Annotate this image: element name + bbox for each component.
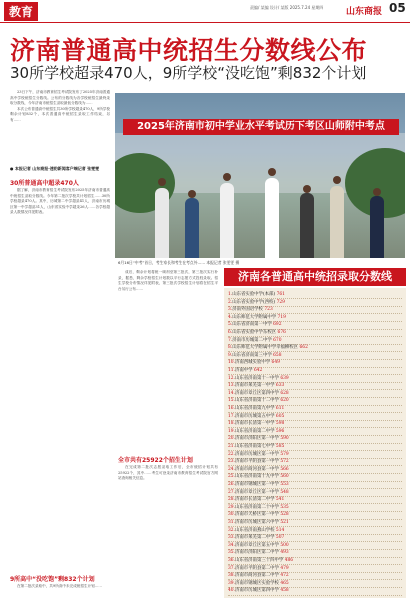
intro-paragraph: 23日下午，济南市教育招生考试院发布了2025年济南普通高中学校统招生分数线。公布的分数线为各学校统招生最终录取分数线，今年济南市统招生录取最低分数线为…… [10,90,110,105]
row-number: 23. [228,459,235,465]
row-number: 34. [228,542,235,548]
row-number: 15. [228,398,235,404]
row-number: 25. [228,474,235,480]
school-name: 济南市平阴县第二中学 [234,565,279,571]
school-score: 670 [273,337,282,343]
article-subheadline: 30所学校超录470人，9所学校“没吃饱”剩832个计划 [10,64,367,82]
school-name: 济南市商河县第二中学 [234,573,279,579]
column-1-tail-paragraph: 在第二批次录取中，共9所高中未完成统招生计划…… [17,584,102,588]
school-score: 590 [280,436,289,442]
column-1-tail [10,584,110,590]
school-name: 济南市章丘区第一中学 [234,489,279,495]
paper-name: 山东商报 [346,7,383,17]
row-number: 11. [228,368,235,373]
row-number: 14. [228,390,235,396]
school-score: 639 [280,375,289,381]
page-number: 05 [389,1,406,15]
school-name: 济南市长清第二中学 [234,497,275,503]
school-name: 山东师范大学附属中学 [232,314,277,320]
row-number: 8. [228,345,233,351]
school-name: 济南市济阳区第一中学 [234,436,279,442]
school-score: 507 [275,535,285,541]
school-score: 560 [280,474,289,480]
article-headline: 济南普通高中统招生分数线公布 [10,36,368,65]
school-score: 633 [275,383,285,389]
row-number: 31. [228,520,235,525]
column-2-text [118,270,218,450]
photo-person-head [373,188,381,196]
photo-person [265,178,279,258]
row-number: 9. [228,352,233,358]
row-number: 13. [228,383,235,389]
photo-person [370,196,384,258]
row-number: 1. [228,292,233,297]
school-score: 719 [277,314,286,320]
score-table-body [224,288,406,598]
photo-person-head [268,168,276,176]
row-number: 4. [228,314,233,320]
section-heading-1: 30所普通高中超录470人 [10,180,79,187]
school-score: 723 [264,307,273,313]
row-number: 12. [228,375,235,381]
photo-person-head [303,185,311,193]
score-table-title: 济南各普通高中统招录取分数线 [224,268,406,286]
intro-paragraph: 本次公布普通高中统招生共30所学校超录470人，9所学校剩余计划832个，本次普通高中统招生录取工作结束，另有…… [10,106,110,122]
school-name: 济南市历城区第六中学 [234,520,279,525]
byline: ● 本报记者 山东商报·速豹新闻客户端记者 张雯雯 [10,166,100,171]
school-score: 596 [275,428,285,434]
school-name: 济南中学 [234,368,253,373]
row-number: 28. [228,497,235,503]
row-number: 16. [228,406,235,411]
school-score: 598 [275,421,285,427]
school-score: 535 [280,504,289,510]
school-name: 济南市莱芜第二中学 [234,535,275,541]
row-number: 36. [228,558,235,563]
school-name: 济南市莱芜第一中学 [234,383,275,389]
row-number: 5. [228,322,233,328]
row-divider [228,595,402,596]
photo-person-head [158,178,166,186]
school-name: 山东省济南第三中学 [232,352,272,358]
school-score: 500 [280,542,289,548]
row-number: 26. [228,482,235,487]
school-name: 济南市平阴县第一中学 [234,459,279,465]
section-label: 教育 [4,2,38,21]
school-score: 620 [280,398,289,404]
row-number: 30. [228,512,235,518]
school-name: 济南外国语学校 [232,307,263,313]
school-name: 济南市历城第二中学 [232,337,272,343]
school-name: 济南市济阳区第二中学 [234,550,279,556]
row-number: 38. [228,573,235,579]
school-name: 山东师范大学附属中学幸福柳校区 [232,345,299,351]
school-name: 山东省实验中学(本部) [232,292,276,297]
school-name: 济南市长清第一中学 [234,421,275,427]
school-score: 605 [275,413,285,419]
school-name: 济南市章丘区第五中学 [234,542,279,548]
school-name: 山东省济南第九中学 [234,406,275,411]
school-name: 山东省济南燕山学校 [234,527,275,533]
school-score: 493 [280,550,289,556]
row-number: 18. [228,421,235,427]
row-number: 21. [228,444,235,449]
school-name: 济南市章丘区第四中学 [234,390,279,396]
row-number: 2. [228,299,233,305]
row-number: 19. [228,428,235,434]
school-name: 山东省实验中学(西校) [232,299,276,305]
photo-person [185,198,199,258]
school-name: 山东省济南第二中学 [234,428,275,434]
news-photo [115,93,405,258]
column-2-paragraph: 成后，剩余计划将统一调剂至第三批次，第三批次实行补录，据悉，剩余学校招生计划数以平行志愿方式投档录取。招生学校分布情况详见附表，第三批次学校招生计划将在招生平台另行公布…… [118,270,218,291]
school-name: 济南市历城区第一中学 [234,451,279,457]
photo-person [155,188,169,258]
school-name: 山东省实验中学东校区 [232,330,277,335]
row-number: 37. [228,565,235,571]
photo-person-head [333,176,341,184]
school-score: 611 [275,406,285,411]
school-score: 528 [280,512,289,518]
column-2-tail-paragraph: 在完成第二批次志愿录取工作后，全市统招计划共有25922个，其中……考生可登录济南市教育招生考试院官方网站查询相关信息。 [118,465,218,480]
school-score: 572 [280,459,289,465]
row-number: 20. [228,436,235,442]
row-number: 33. [228,535,235,541]
school-score: 514 [275,527,285,533]
school-name: 济南市天桥区第一中学 [234,512,279,518]
school-score: 472 [280,573,289,579]
school-score: 553 [280,482,289,487]
school-score: 541 [275,497,285,503]
section-heading-3: 全市共有25922个招生计划 [118,457,193,464]
school-score: 692 [273,322,282,328]
school-score: 628 [280,390,289,396]
row-number: 35. [228,550,235,556]
photo-person [220,183,234,258]
row-number: 32. [228,527,235,533]
section-heading-2: 9所高中“没吃饱”剩832个计划 [10,576,95,583]
school-score: 566 [280,466,289,472]
photo-person [330,186,344,258]
photo-person-head [223,173,231,181]
school-name: 山东省济南第三十四中学 [234,558,284,563]
school-name: 山东省济南第七中学 [234,444,275,449]
row-number: 17. [228,413,235,419]
school-name: 山东省济南第二十中学 [234,504,279,510]
school-score: 649 [271,360,280,366]
row-number: 7. [228,337,233,343]
school-name: 山东省济南第十九中学 [234,474,279,480]
school-score: 729 [276,299,285,305]
school-score: 642 [253,368,263,373]
school-score: 465 [280,580,289,586]
school-name: 济南市钢城区实验学校 [234,580,279,586]
intro-text [10,90,110,123]
row-number: 29. [228,504,235,510]
row-number: 27. [228,489,235,495]
school-name: 济南市历城第五中学 [234,413,275,419]
school-score: 548 [280,489,289,495]
column-2-tail [118,465,218,597]
school-name: 济南市钢城区第一中学 [234,482,279,487]
page-header [0,0,410,23]
school-score: 579 [280,451,289,457]
column-1-paragraph: 据了解，济南市教育招生考试院发布2025年济南市普通高中统招生录取分数线。今年第二批次学校共计划招生……30所学校超录470人。其中，历城第二中学超录41人，济南市历城区第一中学超录31人，山东省实验中学超录26人……各学校超录人数情况详见附表。 [10,188,110,214]
school-score: 486 [284,558,294,563]
row-number: 10. [228,360,235,366]
photo-caption: 6月16日“中考”首日，考生家长和考生在考点外…… 本报记者 张雯雯 摄 [118,260,240,265]
score-table [224,268,406,598]
school-score: 585 [275,444,285,449]
school-name: 山东省济南第一中学 [232,322,272,328]
school-name: 济南西城实验中学 [234,360,271,366]
header-meta: 责编/ 某编 设计/ 某版 2025.7.24 星期四 [250,5,324,10]
school-score: 479 [280,565,289,571]
school-name: 山东省济南第十一中学 [234,375,279,381]
row-number: 39. [228,580,235,586]
school-score: 662 [299,345,308,351]
row-number: 3. [228,307,233,313]
row-number: 6. [228,330,233,335]
school-name: 山东省济南第十二中学 [234,398,279,404]
photo-person-head [188,190,196,198]
row-number: 22. [228,451,235,457]
column-1-text [10,188,110,548]
school-score: 676 [277,330,286,335]
school-score: 458 [280,588,289,594]
school-name: 济南市商河县第一中学 [234,466,279,472]
photo-banner: 2025年济南市初中学业水平考试历下考区山师附中考点 [123,119,399,135]
row-number: 24. [228,466,235,472]
school-score: 521 [280,520,289,525]
school-score: 761 [276,292,285,297]
row-number: 40. [228,588,235,594]
school-score: 658 [273,352,282,358]
school-name: 济南市历城区第四中学 [234,588,279,594]
photo-person [300,193,314,258]
